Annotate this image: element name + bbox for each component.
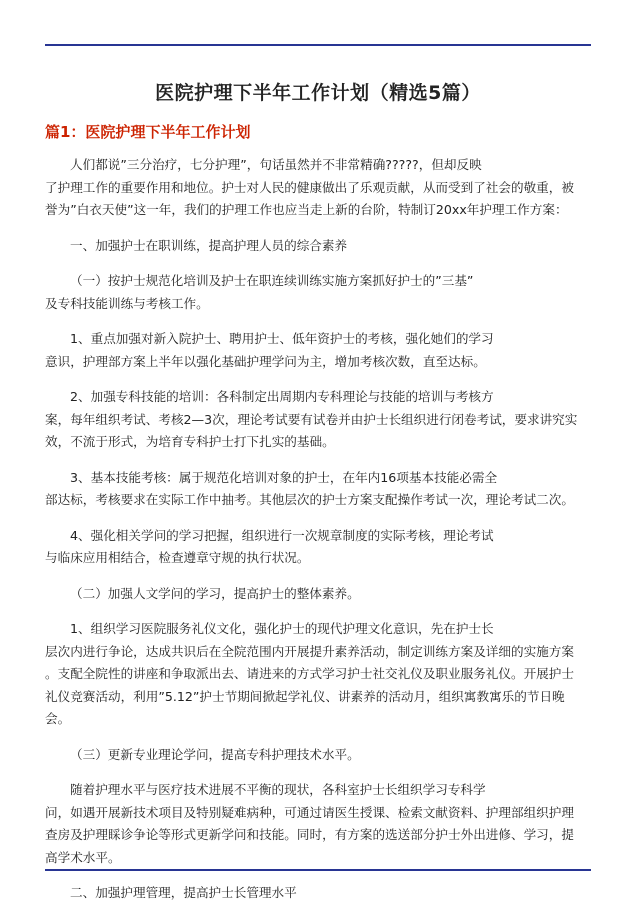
paragraph-line: 效，不流于形式，为培育专科护士打下扎实的基础。 (45, 434, 335, 449)
paragraph-line: 及专科技能训练与考核工作。 (45, 295, 209, 311)
paragraph-line: 3、基本技能考核：属于规范化培训对象的护士，在年内16项基本技能必需全 (70, 469, 498, 485)
paragraph-line: 。支配全院性的讲座和争取派出去、请进来的方式学习护士社交礼仪及职业服务礼仪。开展护士 (45, 666, 574, 681)
paragraph-line: 礼仪竞赛活动，利用”5.12”护士节期间掀起学礼仪、讲素养的活动月，组织寓教寓乐的节日晚 (45, 688, 565, 704)
paragraph-line: 随着护理水平与医疗技术进展不平衡的现状，各科室护士长组织学习专科学 (70, 782, 486, 797)
paragraph-line: 1、组织学习医院服务礼仪文化，强化护士的现代护理文化意识，先在护士长 (70, 621, 494, 636)
paragraph (45, 467, 591, 512)
paragraph (45, 270, 591, 315)
paragraph-line: （三）更新专业理论学问，提高专科护理技术水平。 (70, 746, 360, 762)
page-title: 医院护理下半年工作计划（精选5篇） (155, 82, 481, 104)
paragraph-list (45, 154, 591, 905)
paragraph (45, 583, 591, 606)
paragraph-line: 1、重点加强对新入院护士、聘用护士、低年资护士的考核，强化她们的学习 (70, 331, 494, 346)
paragraph (45, 779, 591, 869)
paragraph-line: 意识，护理部方案上半年以强化基础护理学问为主，增加考核次数，直至达标。 (45, 353, 486, 369)
paragraph-line: 层次内进行争论，达成共识后在全院范围内开展提升素养活动，制定训练方案及详细的实施方案 (45, 643, 574, 659)
paragraph-line: 了护理工作的重要作用和地位。护士对人民的健康做出了乐观贡献，从而受到了社会的敬重，被 (45, 179, 574, 195)
paragraph-line: 与临床应用相结合，检查遵章守规的执行状况。 (45, 550, 310, 565)
paragraph-line: 4、强化相关学问的学习把握，组织进行一次规章制度的实际考核，理论考试 (70, 527, 494, 543)
paragraph-line: （一）按护士规范化培训及护士在职连续训练实施方案抓好护士的”三基” (70, 273, 474, 288)
paragraph (45, 328, 591, 373)
paragraph-line: 问，如遇开展新技术项目及特别疑难病种，可通过请医生授课、检索文献资料、护理部组织护理 (45, 804, 574, 820)
paragraph (45, 235, 591, 258)
bottom-rule (45, 869, 591, 871)
paragraph-line: 案，每年组织考试、考核2—3次，理论考试要有试卷并由护士长组织进行闭卷考试，要求讲究实 (45, 411, 578, 427)
paragraph-line: 誉为”白衣天使”这一年，我们的护理工作也应当走上新的台阶，特制订20xx年护理工作方案： (45, 202, 568, 217)
paragraph (45, 154, 591, 222)
paragraph-line: 人们都说”三分治疗，七分护理”，句话虽然并不非常精确?????，但却反映 (70, 157, 482, 172)
paragraph-line: 2、加强专科技能的培训：各科制定出周期内专科理论与技能的培训与考核方 (70, 389, 494, 404)
paragraph-line: 会。 (45, 711, 71, 726)
paragraph-line: 查房及护理睬诊争论等形式更新学问和技能。同时，有方案的选送部分护士外出进修、学习，提 (45, 827, 574, 842)
paragraph (45, 882, 591, 905)
paragraph-line: 高学术水平。 (45, 849, 121, 865)
paragraph-line: （二）加强人文学问的学习，提高护士的整体素养。 (70, 585, 360, 601)
paragraph-line: 二、加强护理管理，提高护士长管理水平 (70, 885, 297, 900)
paragraph (45, 618, 591, 731)
top-rule (45, 44, 591, 46)
paragraph-line: 部达标，考核要求在实际工作中抽考。其他层次的护士方案支配操作考试一次，理论考试二次。 (45, 492, 574, 507)
paragraph (45, 386, 591, 454)
document-body (45, 78, 591, 918)
paragraph (45, 744, 591, 767)
paragraph-line: 一、加强护士在职训练，提高护理人员的综合素养 (70, 237, 348, 253)
paragraph (45, 525, 591, 570)
section-heading: 篇1：医院护理下半年工作计划 (45, 123, 251, 141)
